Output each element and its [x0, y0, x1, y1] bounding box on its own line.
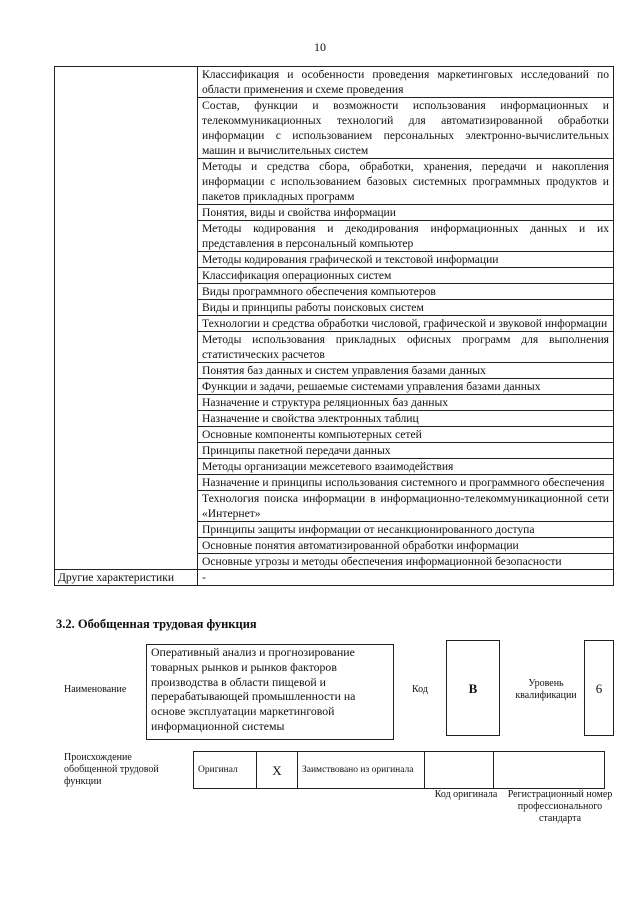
borrowed-label: Заимствовано из оригинала: [298, 752, 425, 789]
knowledge-item: Классификация операционных систем: [198, 268, 613, 284]
knowledge-item: Методы использования прикладных офисных программ для выполнения статистических расчетов: [198, 332, 613, 363]
level-value-box: 6: [584, 640, 614, 736]
knowledge-item: Виды и принципы работы поисковых систем: [198, 300, 613, 316]
original-label: Оригинал: [194, 752, 257, 789]
other-characteristics-value: -: [198, 570, 614, 586]
knowledge-item: Функции и задачи, решаемые системами управления базами данных: [198, 379, 613, 395]
origin-label: Происхождение обобщенной трудовой функции: [64, 752, 159, 787]
knowledge-item: Основные понятия автоматизированной обработки информации: [198, 538, 613, 554]
code-value-box: B: [446, 640, 500, 736]
page-number: 10: [314, 40, 326, 54]
knowledge-item: Методы организации межсетевого взаимодействия: [198, 459, 613, 475]
level-label: Уровень квалификации: [515, 678, 577, 701]
knowledge-item: Технологии и средства обработки числовой, графической и звуковой информации: [198, 316, 613, 332]
knowledge-item: Принципы защиты информации от несанкционированного доступа: [198, 522, 613, 538]
code-original-cell: [425, 752, 494, 789]
knowledge-left-cell: [55, 67, 198, 570]
knowledge-item: Назначение и свойства электронных таблиц: [198, 411, 613, 427]
knowledge-item: Технология поиска информации в информационно-телекоммуникационной сети «Интернет»: [198, 491, 613, 522]
reg-number-cell: [494, 752, 605, 789]
original-mark: X: [257, 752, 298, 789]
reg-number-caption: Регистрационный номер профессионального стандарта: [507, 789, 613, 824]
knowledge-item: Методы и средства сбора, обработки, хранения, передачи и накопления информации с использованием базовых системных программных продуктов и пакетов прикладных программ: [198, 159, 613, 205]
knowledge-item: Основные компоненты компьютерных сетей: [198, 427, 613, 443]
knowledge-item: Понятия, виды и свойства информации: [198, 205, 613, 221]
knowledge-item: Методы кодирования графической и текстовой информации: [198, 252, 613, 268]
section-title: 3.2. Обобщенная трудовая функция: [56, 617, 257, 631]
knowledge-item: Основные угрозы и методы обеспечения информационной безопасности: [202, 555, 562, 568]
code-label: Код: [412, 684, 428, 695]
function-name-box: Оперативный анализ и прогнозирование товарных рынков и рынков факторов производства в области пищевой и перерабатывающей промышленности на основе эксплуатации маркетинговой информационной системы: [146, 644, 394, 740]
knowledge-table: [54, 66, 614, 586]
origin-table: [193, 751, 605, 789]
other-characteristics-label: Другие характеристики: [55, 570, 198, 586]
name-label: Наименование: [64, 684, 127, 695]
code-original-caption: Код оригинала: [434, 789, 498, 800]
knowledge-item: Понятия баз данных и систем управления базами данных: [198, 363, 613, 379]
knowledge-item: Методы кодирования и декодирования информационных данных и их представления в персональный компьютер: [198, 221, 613, 252]
knowledge-item: Назначение и принципы использования системного и программного обеспечения: [198, 475, 613, 491]
knowledge-items-cell: [198, 67, 614, 570]
knowledge-item: Назначение и структура реляционных баз данных: [198, 395, 613, 411]
knowledge-item: Классификация и особенности проведения маркетинговых исследований по области применения и схеме проведения: [198, 67, 613, 98]
knowledge-item: Виды программного обеспечения компьютеров: [198, 284, 613, 300]
knowledge-item: Принципы пакетной передачи данных: [198, 443, 613, 459]
knowledge-item: Состав, функции и возможности использования информационных и телекоммуникационных технологий для автоматизированной обработки информации с использованием персональных электронно-вычислительных машин и вычислительных систем: [198, 98, 613, 159]
